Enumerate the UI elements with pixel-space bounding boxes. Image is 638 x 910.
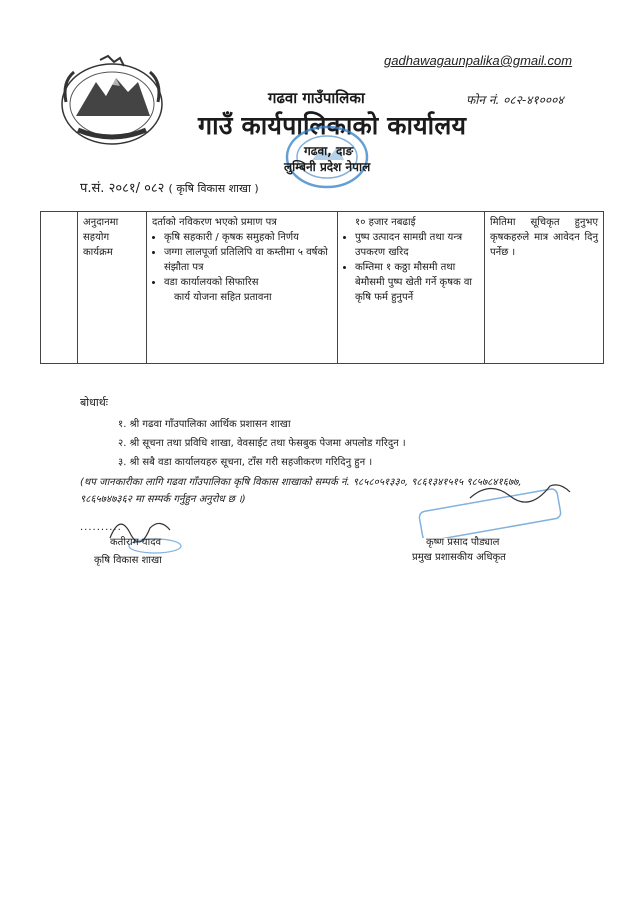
- left-signatory-name: कतीराम यादव: [110, 537, 162, 548]
- signature-dotted-line: ..........: [80, 522, 122, 533]
- documents-heading: दर्ताको नविकरण भएको प्रमाण पत्र: [152, 217, 277, 228]
- contact-note: (थप जानकारीका लागि गढवा गाँउपालिका कृषि विकास शाखाको सम्पर्क नं. ९८५८०५१३३०, ९८६१३४१५१५ ९८५७८४१६७७, ९८६५७४७३६२ मा सम्पर्क गर्नुहुन अनुरोध छ ।): [80, 477, 522, 505]
- program-line: अनुदानमा: [83, 217, 119, 228]
- limit-heading: १० हजार नबढाई: [355, 217, 416, 228]
- documents-extra: कार्य योजना सहित प्रतावना: [174, 292, 272, 303]
- list-item: • कृषि सहकारी / कृषक समुहको निर्णय: [164, 230, 332, 245]
- right-signatory-name: कृष्ण प्रसाद पौड्याल: [426, 537, 500, 548]
- limit-cell: [338, 212, 485, 364]
- left-signature-icon: [100, 508, 190, 558]
- reference-number: प.सं. २०८१/ ०८२: [80, 181, 165, 196]
- address-line-2: लुम्बिनी प्रदेश नेपाल: [284, 160, 371, 174]
- table-row: [41, 212, 604, 364]
- cc-item: १. श्री गढवा गाँउपालिका आर्थिक प्रशासन शाखा: [118, 419, 291, 430]
- program-line: सहयोग: [83, 232, 110, 243]
- left-signatory-role: कृषि विकास शाखा: [94, 555, 162, 566]
- email-address[interactable]: gadhawagaunpalika@gmail.com: [384, 53, 573, 68]
- program-line: कार्यक्रम: [83, 247, 113, 258]
- reference-line: [80, 178, 259, 196]
- list-item: • पुष्प उत्पादन सामग्री तथा यन्त्र उपकरण खरिद: [355, 230, 479, 260]
- right-signatory-role: प्रमुख प्रशासकीय अधिकृत: [412, 552, 506, 563]
- cc-item: २. श्री सूचना तथा प्रविधि शाखा, वेवसाईट तथा फेसबुक पेजमा अपलोड गरिदुन ।: [118, 438, 406, 449]
- phone-number: फोन नं. ०८२-४१०००४: [466, 93, 564, 107]
- office-name: गढवा गाउँपालिका: [268, 89, 365, 107]
- office-title: गाउँ कार्यपालिकाको कार्यालय: [198, 111, 467, 140]
- remarks-text: मितिमा सूचिकृत हुनुभए कृषकहरुले मात्र आवेदन दिनु पर्नेछ ।: [490, 217, 598, 258]
- list-item: • जग्गा लालपूर्जा प्रतिलिपि वा कम्तीमा ५ वर्षको संझौता पत्र: [164, 245, 332, 275]
- subsidy-table: [40, 211, 604, 364]
- nepal-emblem-icon: [58, 52, 166, 148]
- remarks-cell: [485, 212, 604, 364]
- cc-title: बोधार्थः: [80, 396, 108, 409]
- reference-branch: ( कृषि विकास शाखा ): [168, 182, 259, 195]
- list-item: • कम्तिमा १ कठ्ठा मौसमी तथा बेमौसमी पुष्प खेती गर्ने कृषक वा कृषि फर्म हुनुपर्ने: [355, 260, 479, 305]
- list-item: • वडा कार्यालयको सिफारिस: [164, 275, 332, 290]
- documents-cell: [147, 212, 338, 364]
- program-cell: [78, 212, 147, 364]
- table-empty-cell: [41, 212, 78, 364]
- cc-item: ३. श्री सबै वडा कार्यालयहरु सूचना, टाँस गरी सहजीकरण गरिदिनु हुन ।: [118, 457, 373, 468]
- address-line-1: गढवा, दाङ: [304, 144, 354, 158]
